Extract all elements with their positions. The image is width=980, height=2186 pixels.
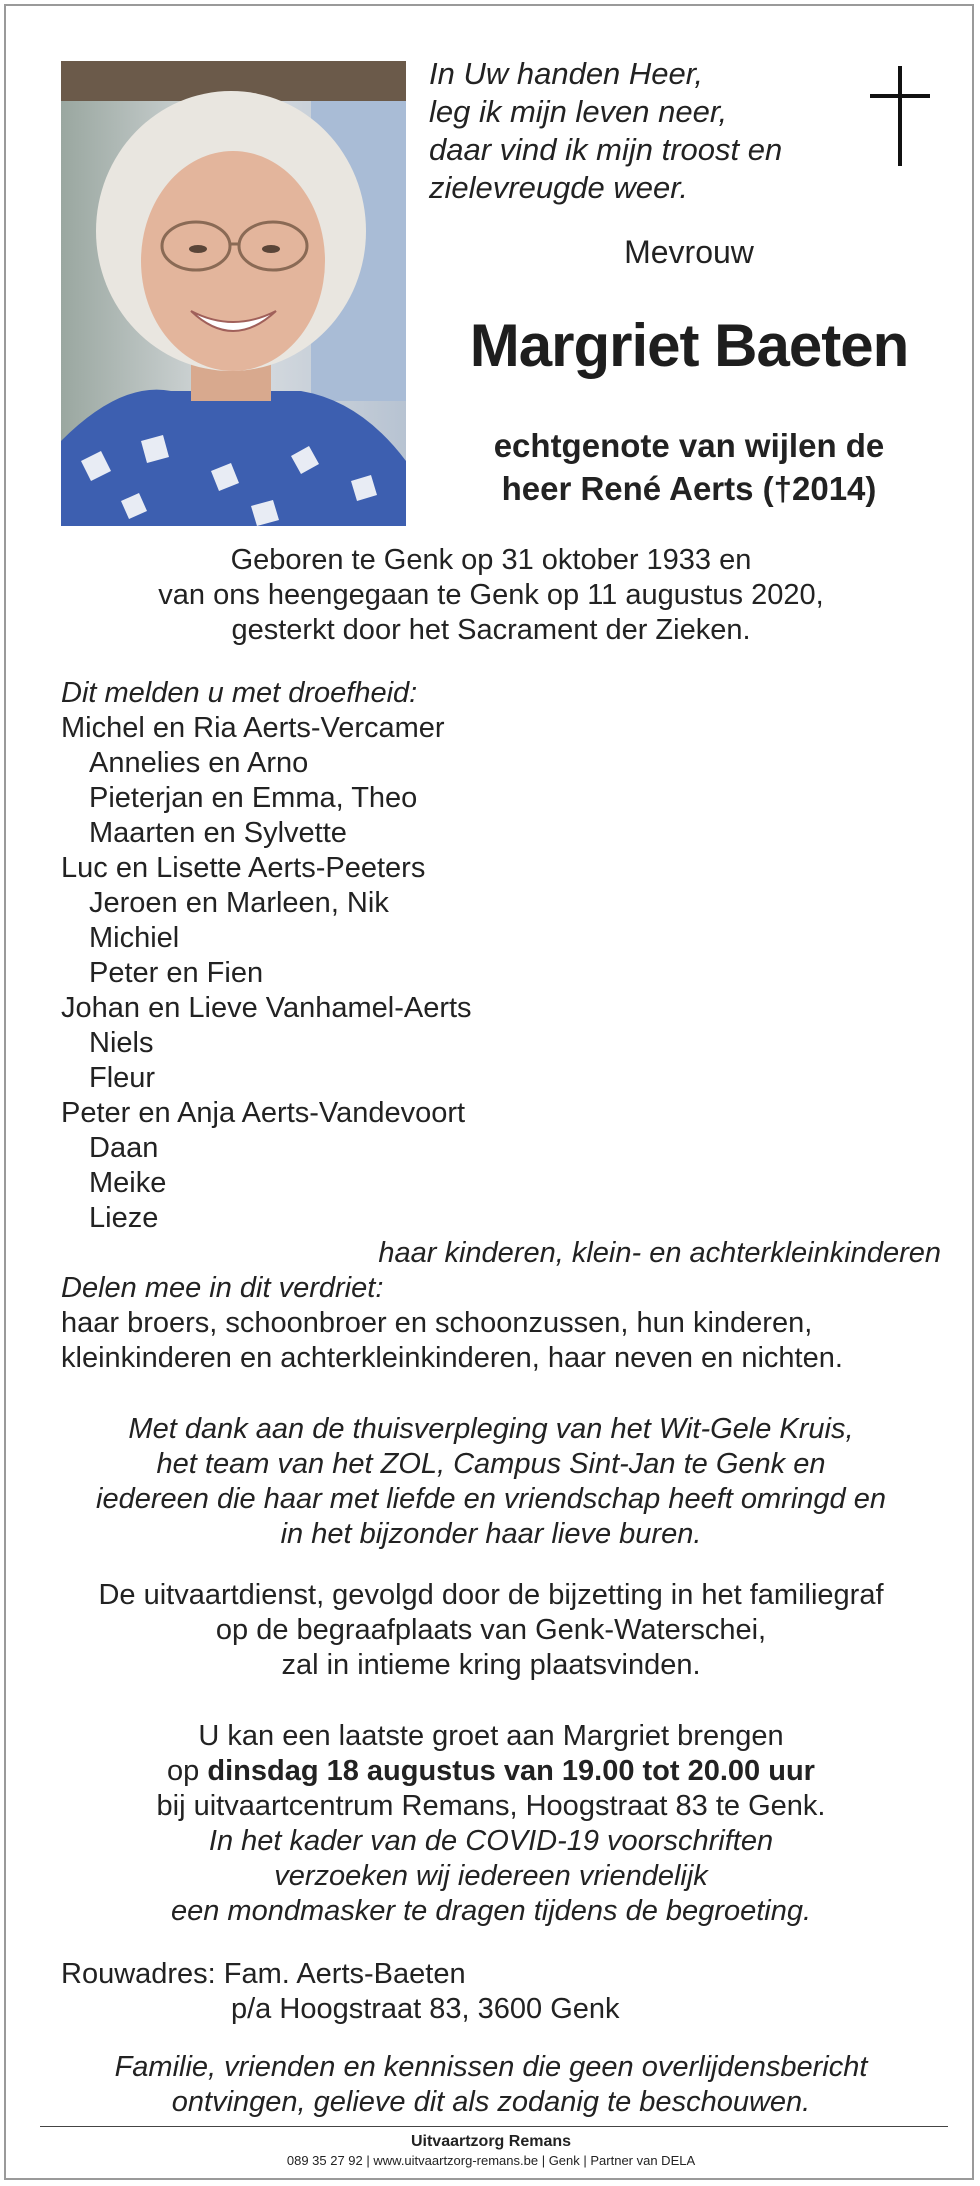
family-member: Michiel [89,922,180,954]
honorific: Mevrouw [624,234,754,270]
poem-line: In Uw handen Heer, [429,56,704,91]
thanks-line: in het bijzonder haar lieve buren. [280,1518,702,1550]
funeral-info [6,1578,976,1683]
notice-line: Familie, vrienden en kennissen die geen overlijdensbericht [114,2051,868,2083]
spouse-info [429,424,949,510]
funeral-line: op de begraafplaats van Genk-Waterschei, [215,1614,767,1646]
footer [6,2132,976,2170]
poem-line: daar vind ik mijn troost en [429,132,783,167]
family-member: Niels [89,1027,154,1059]
family-member: Fleur [89,1062,156,1094]
obituary-card [4,4,974,2180]
greeting-prefix: op [167,1755,208,1787]
share-line: kleinkinderen en achterkleinkinderen, haar neven en nichten. [61,1342,843,1374]
deceased-name: Margriet Baeten [469,312,909,379]
funeral-line: zal in intieme kring plaatsvinden. [281,1649,701,1681]
covid-line: een mondmasker te dragen tijdens de begroeting. [170,1895,812,1927]
address-line: p/a Hoogstraat 83, 3600 Genk [231,1993,620,2025]
covid-line: In het kader van de COVID-19 voorschriften [208,1825,774,1857]
funeral-home-details: 089 35 27 92 | www.uitvaartzorg-remans.be | Genk | Partner van DELA [286,2153,696,2168]
funeral-line: De uitvaartdienst, gevolgd door de bijzetting in het familiegraf [98,1579,884,1611]
family-member: Peter en Anja Aerts-Vandevoort [61,1097,466,1129]
greeting-location: bij uitvaartcentrum Remans, Hoogstraat 83 te Genk. [156,1790,826,1822]
share-line: haar broers, schoonbroer en schoonzussen, hun kinderen, [61,1307,813,1339]
family-summary: haar kinderen, klein- en achterkleinkinderen [378,1237,941,1269]
poem-line: leg ik mijn leven neer, [429,94,728,129]
greeting-date-line [6,1754,976,1789]
share-intro: Delen mee in dit verdriet: [61,1272,384,1304]
born-line: van ons heengegaan te Genk op 11 augustus 2020, [158,579,824,611]
poem [429,55,849,207]
thanks-line: iedereen die haar met liefde en vriendschap heeft omringd en [96,1483,886,1515]
birth-death-info [6,543,976,648]
notice-block [6,2050,976,2120]
address-line: Rouwadres: Fam. Aerts-Baeten [61,1958,466,1990]
family-member: Lieze [89,1202,159,1234]
thanks-line: het team van het ZOL, Campus Sint-Jan te Genk en [156,1448,826,1480]
family-list [61,676,941,1376]
family-member: Maarten en Sylvette [89,817,347,849]
poem-line: zielevreugde weer. [429,170,689,205]
born-line: gesterkt door het Sacrament der Zieken. [231,614,751,646]
greeting-info [6,1719,976,1929]
family-intro: Dit melden u met droefheid: [61,677,418,709]
born-line: Geboren te Genk op 31 oktober 1933 en [230,544,752,576]
family-member: Peter en Fien [89,957,264,989]
family-member: Jeroen en Marleen, Nik [89,887,389,919]
family-member: Meike [89,1167,167,1199]
spouse-line: heer René Aerts (†2014) [501,470,877,507]
cross-icon [870,66,930,166]
funeral-home-name: Uitvaartzorg Remans [410,2133,572,2150]
notice-line: ontvingen, gelieve dit als zodanig te beschouwen. [171,2086,811,2118]
family-member: Pieterjan en Emma, Theo [89,782,418,814]
family-member: Annelies en Arno [89,747,309,779]
spouse-line: echtgenote van wijlen de [493,427,885,464]
greeting-line: U kan een laatste groet aan Margriet brengen [198,1720,784,1752]
family-member: Luc en Lisette Aerts-Peeters [61,852,426,884]
family-member: Daan [89,1132,159,1164]
portrait-illustration [61,61,406,526]
mourning-address [61,1957,941,2027]
family-member: Michel en Ria Aerts-Vercamer [61,712,445,744]
covid-line: verzoeken wij iedereen vriendelijk [274,1860,708,1892]
thanks-block [6,1412,976,1552]
portrait-photo [61,61,406,526]
thanks-line: Met dank aan de thuisverpleging van het Wit-Gele Kruis, [128,1413,854,1445]
family-member: Johan en Lieve Vanhamel-Aerts [61,992,472,1024]
footer-divider [40,2126,948,2127]
greeting-date: dinsdag 18 augustus van 19.00 tot 20.00 uur [207,1755,815,1787]
